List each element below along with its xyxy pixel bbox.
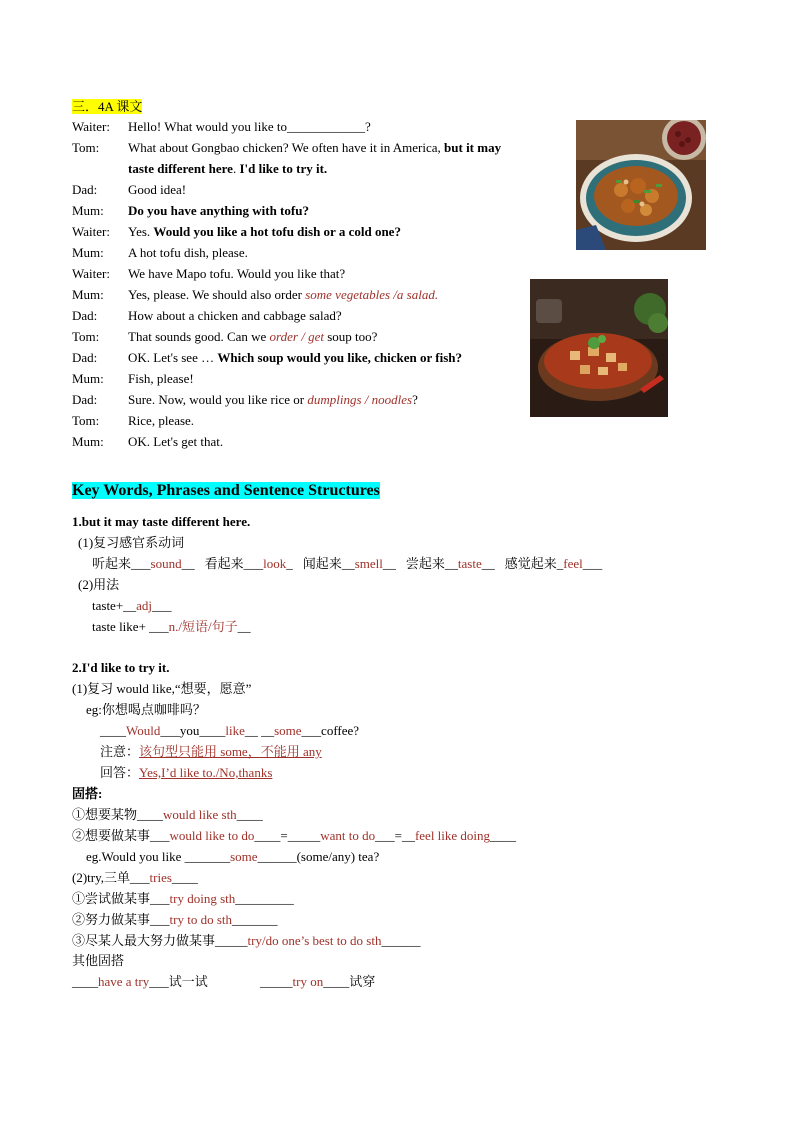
blank: ____=_____ xyxy=(254,828,321,843)
reply-line xyxy=(100,764,272,782)
key-words-title-text: Key Words, Phrases and Sentence Structures xyxy=(72,482,380,499)
sense-verb-item xyxy=(205,556,293,571)
dialogue-utterance xyxy=(128,265,345,283)
blank: ______ xyxy=(257,849,297,864)
eg1-answer: Would xyxy=(126,723,161,738)
dialogue-speaker: Mum: xyxy=(72,287,104,302)
note-line xyxy=(100,743,322,761)
blank: ____ xyxy=(171,870,198,885)
utterance-segment: We have Mapo tofu. Would you like that? xyxy=(128,266,346,281)
collocation-2-answer-3: feel like doing xyxy=(414,828,491,843)
collocation-2 xyxy=(72,827,516,845)
dialogue-speaker: Dad: xyxy=(72,308,98,323)
sense-verb-meaning: 看起来 xyxy=(204,556,244,571)
dialogue-utterance xyxy=(128,223,401,241)
utterance-segment: ? xyxy=(364,119,371,134)
sense-verb-item xyxy=(406,556,495,571)
try-3-answer: try/do one’s best to do sth xyxy=(247,933,382,948)
dialogue-utterance xyxy=(128,139,501,157)
dialogue-utterance xyxy=(128,433,223,451)
blank: _________ xyxy=(235,891,294,906)
utterance-segment: order / get xyxy=(269,329,324,344)
other-1-answer: have a try xyxy=(98,974,150,989)
dialogue-speaker: Dad: xyxy=(72,392,98,407)
usage-1-prefix: taste+ xyxy=(92,598,124,613)
try-2-prefix: ②努力做某事 xyxy=(72,912,151,927)
blank: ___ xyxy=(243,556,264,571)
point2-heading: 2.I'd like to try it. xyxy=(72,660,170,675)
blank: ___ xyxy=(150,828,170,843)
dialogue-utterance xyxy=(128,118,371,136)
eg1-answer-line xyxy=(100,722,359,740)
collocation-1 xyxy=(72,806,263,824)
dialogue-speaker: Mum: xyxy=(72,371,104,386)
eg1-segment: you xyxy=(179,723,200,738)
utterance-segment: What about Gongbao chicken? We often have it in America, xyxy=(128,140,445,155)
blank: ______ xyxy=(381,933,421,948)
mapo-tofu-image xyxy=(530,279,668,417)
sense-verb-item xyxy=(92,556,195,571)
other-collocation-1 xyxy=(72,973,208,991)
sense-verb-meaning: 尝起来 xyxy=(405,556,445,571)
dialogue-utterance xyxy=(128,160,327,178)
utterance-segment: Which soup would you like, chicken or fish? xyxy=(217,350,463,365)
blank: _______ xyxy=(232,912,278,927)
eg1-segment: ___ xyxy=(160,723,180,738)
blank: ____ xyxy=(323,974,350,989)
other-collocation-2 xyxy=(260,973,375,991)
sense-verb-item xyxy=(505,556,603,571)
utterance-segment: That sounds good. Can we xyxy=(128,329,270,344)
dialogue-utterance xyxy=(128,181,186,199)
dialogue-utterance xyxy=(128,328,377,346)
sub2-prefix: (2)try,三单 xyxy=(72,870,131,885)
dialogue-speaker: Tom: xyxy=(72,329,100,344)
point1-sub1: (1)复习感官系动词 xyxy=(78,535,185,550)
blank: ___=__ xyxy=(375,828,415,843)
blank: __ xyxy=(237,619,251,634)
try-1-prefix: ①尝试做某事 xyxy=(72,891,151,906)
dialogue-speaker: Mum: xyxy=(72,245,104,260)
blank: __ xyxy=(123,598,137,613)
dialogue-speaker: Waiter: xyxy=(72,266,110,281)
dialogue-utterance xyxy=(128,244,248,262)
try-3-prefix: ③尽某人最大努力做某事 xyxy=(72,933,216,948)
usage-2-prefix: taste like+ xyxy=(92,619,150,634)
dialogue-speaker: Waiter: xyxy=(72,224,110,239)
blank: __ xyxy=(444,556,458,571)
eg1-segment: ____ xyxy=(100,723,126,738)
utterance-segment: Yes. xyxy=(128,224,154,239)
blank: _____ xyxy=(215,933,248,948)
utterance-segment: A hot tofu dish, please. xyxy=(128,245,248,260)
utterance-segment: ____________ xyxy=(286,119,365,134)
eg1-answer: like xyxy=(225,723,245,738)
eg1-question: eg:你想喝点咖啡吗？ xyxy=(86,702,206,717)
sense-verb-meaning: 感觉起来 xyxy=(504,556,557,571)
eg2-suffix: (some/any) tea? xyxy=(296,849,380,864)
dialogue-speaker: Mum: xyxy=(72,203,104,218)
eg2-prefix: eg.Would you like xyxy=(86,849,185,864)
collocation-1-prefix: ①想要某物 xyxy=(72,807,138,822)
section-title-text: 三．4A 课文 xyxy=(72,99,143,114)
dialogue-utterance xyxy=(128,370,194,388)
senses-row xyxy=(92,555,602,573)
blank: ___ xyxy=(149,619,169,634)
sense-verb-item xyxy=(303,556,396,571)
try-2 xyxy=(72,911,278,929)
eg1-segment: ____ xyxy=(199,723,226,738)
blank: ____ xyxy=(236,807,263,822)
utterance-segment: Yes, please. We should also order xyxy=(128,287,306,302)
try-2-answer: try to do sth xyxy=(169,912,232,927)
blank: ___ xyxy=(152,598,172,613)
blank: ___ xyxy=(150,891,170,906)
dialogue-speaker: Tom: xyxy=(72,413,100,428)
utterance-segment: Fish, please! xyxy=(128,371,194,386)
utterance-segment: but it may xyxy=(444,140,502,155)
utterance-segment: OK. Let's see … xyxy=(128,350,218,365)
utterance-segment: How about a chicken and cabbage salad? xyxy=(128,308,342,323)
dialogue-utterance xyxy=(128,286,438,304)
utterance-segment: Hello! What would you like to xyxy=(128,119,287,134)
utterance-segment: I'd like to try it. xyxy=(239,161,328,176)
try-1-answer: try doing sth xyxy=(169,891,236,906)
utterance-segment: Do you have anything with tofu? xyxy=(128,203,309,218)
gongbao-chicken-image xyxy=(576,120,706,250)
dialogue-utterance xyxy=(128,412,194,430)
utterance-segment: Rice, please. xyxy=(128,413,195,428)
dialogue-utterance xyxy=(128,307,342,325)
collocation-label: 固搭: xyxy=(72,786,103,801)
eg2-answer: some xyxy=(230,849,258,864)
dialogue-utterance xyxy=(128,391,418,409)
other-2-meaning: 试穿 xyxy=(349,974,376,989)
sense-verb-answer: look xyxy=(263,556,287,571)
utterance-segment: some vegetables /a salad. xyxy=(305,287,439,302)
sub2-answer: tries xyxy=(149,870,172,885)
other-2-answer: try on xyxy=(292,974,324,989)
blank: _ xyxy=(286,556,293,571)
eg1-segment: ___ xyxy=(301,723,322,738)
note-answer: 该句型只能用 some，不能用 any xyxy=(139,744,322,759)
dialogue-speaker: Dad: xyxy=(72,182,98,197)
usage-line-1 xyxy=(92,597,172,615)
point2-sub1: (1)复习 would like,“想要，愿意” xyxy=(72,681,252,696)
key-words-title xyxy=(72,481,380,501)
utterance-segment: soup too? xyxy=(323,329,378,344)
blank: ___ xyxy=(149,974,169,989)
blank: ____ xyxy=(490,828,517,843)
collocation-2-answer-2: want to do xyxy=(320,828,376,843)
blank: ____ xyxy=(137,807,164,822)
collocation-2-answer-1: would like to do xyxy=(169,828,255,843)
blank: ___ xyxy=(582,556,603,571)
gongbao-chicken-photo xyxy=(576,120,706,250)
utterance-segment: ? xyxy=(412,392,418,407)
eg1-answer: some xyxy=(274,723,302,738)
usage-2-answer: n./短语/句子 xyxy=(168,619,238,634)
utterance-segment: taste different here xyxy=(128,161,233,176)
blank: __ xyxy=(481,556,495,571)
sense-verb-answer: taste xyxy=(457,556,482,571)
blank: __ xyxy=(382,556,396,571)
eg1-segment: coffee? xyxy=(321,723,360,738)
utterance-segment: . xyxy=(232,161,240,176)
utterance-segment: OK. Let's get that. xyxy=(128,434,224,449)
dialogue-speaker: Mum: xyxy=(72,434,104,449)
point2-sub2 xyxy=(72,869,198,887)
sense-verb-answer: feel xyxy=(563,556,583,571)
dialogue-utterance xyxy=(128,202,309,220)
other-1-meaning: 试一试 xyxy=(168,974,208,989)
dialogue-speaker: Dad: xyxy=(72,350,98,365)
eg2-line xyxy=(86,848,379,866)
blank: __ xyxy=(181,556,195,571)
blank: _ xyxy=(556,556,564,571)
sense-verb-meaning: 闻起来 xyxy=(302,556,342,571)
eg1-segment: __ __ xyxy=(244,723,275,738)
blank: _____ xyxy=(260,974,293,989)
other-collocations-label: 其他固搭 xyxy=(72,953,125,968)
sense-verb-answer: sound xyxy=(150,556,182,571)
usage-line-2 xyxy=(92,618,251,636)
blank: ____ xyxy=(72,974,98,989)
point1-heading: 1.but it may taste different here. xyxy=(72,514,251,529)
try-1 xyxy=(72,890,294,908)
dialogue-speaker: Waiter: xyxy=(72,119,110,134)
blank: ___ xyxy=(130,870,150,885)
collocation-2-prefix: ②想要做某事 xyxy=(72,828,151,843)
utterance-segment: Sure. Now, would you like rice or xyxy=(128,392,308,407)
blank: ___ xyxy=(150,912,170,927)
dialogue-utterance xyxy=(128,349,462,367)
note-label: 注意： xyxy=(100,744,140,759)
blank: __ xyxy=(341,556,355,571)
utterance-segment: dumplings / noodles xyxy=(307,392,413,407)
usage-1-answer: adj xyxy=(136,598,153,613)
reply-label: 回答： xyxy=(100,765,140,780)
section-title xyxy=(72,98,142,116)
utterance-segment: Would you like a hot tofu dish or a cold one? xyxy=(153,224,401,239)
collocation-1-answer: would like sth xyxy=(163,807,237,822)
dialogue-speaker: Tom: xyxy=(72,140,100,155)
blank: _______ xyxy=(184,849,231,864)
utterance-segment: Good idea! xyxy=(128,182,187,197)
point1-sub2: (2)用法 xyxy=(78,577,120,592)
sense-verb-answer: smell xyxy=(354,556,383,571)
mapo-tofu-photo xyxy=(530,279,668,417)
reply-answer: Yes,I’d like to./No,thanks xyxy=(139,765,273,780)
blank: ___ xyxy=(131,556,151,571)
try-3 xyxy=(72,932,420,950)
sense-verb-meaning: 听起来 xyxy=(92,556,132,571)
